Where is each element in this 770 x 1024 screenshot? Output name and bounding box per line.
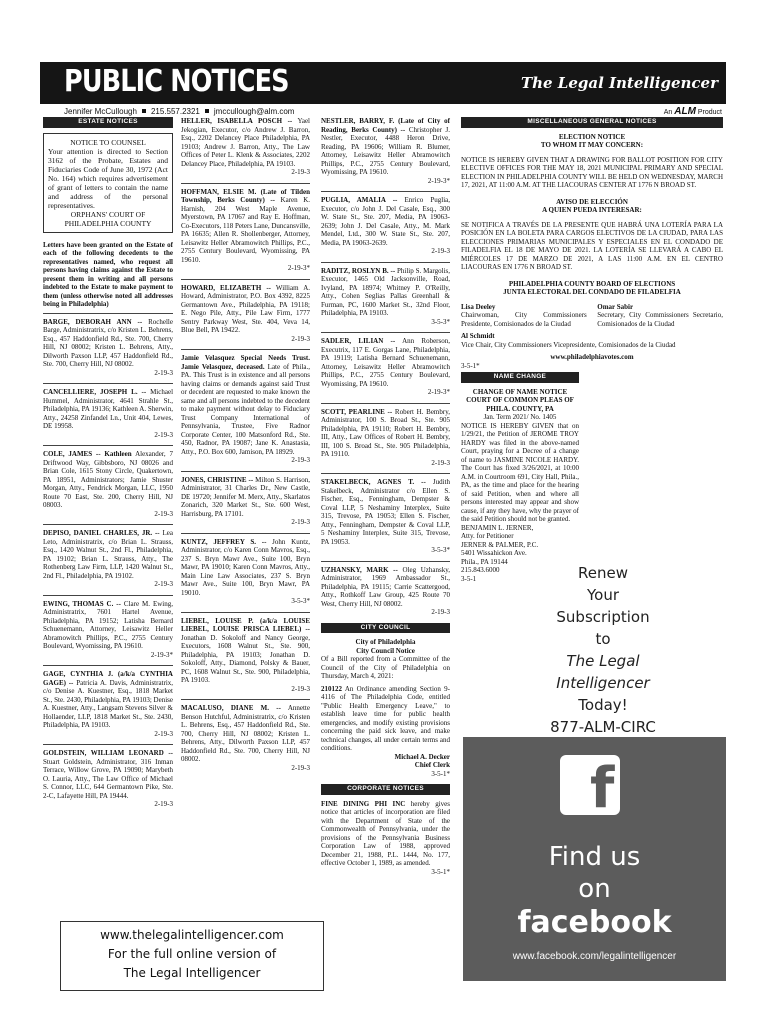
decedent-name: JONES, CHRISTINE -- <box>181 475 254 484</box>
notice-body: Oleg Uzhansky, Administrator, 1969 Ambassador St., Philadelphia, PA 19115; Carrie Scattergood, Atty., Rothkoff Law Group, 425 Route 70 West, Cherry Hill, NJ 08002. <box>321 565 451 608</box>
decedent-name: EWING, THOMAS C. -- <box>43 599 121 608</box>
notice-code: 2-19-3 <box>291 518 310 526</box>
notice-code: 3-5-3* <box>431 317 450 326</box>
estate-notice <box>181 476 310 527</box>
notice-body: Christopher J. Nestler, Executor, 4488 Heron Drive, Reading, PA 19606; William R. Blumer, Attorney, Leisawitz Heller Abramowitch Phillips, P.C., 2755 Century Boulevard, Wyomissing, PA 19610. <box>321 125 451 176</box>
notice-code: 2-19-3* <box>150 650 173 659</box>
election-notice: ELECTION NOTICE TO WHOM IT MAY CONCERN: NOTICE IS HEREBY GIVEN THAT A DRAWING FOR BALLOT POSITION FOR CITY ELECTIVE OFFICES FOR THE MAY 18, 2021 MUNICIPAL PRIMARY AND SPECIAL ELECTION IN PHILADELPHIA COUNTY WILL BE HELD ON WEDNESDAY, MARCH 17, 2021, AT 11:00 A.M. AT THE LIACOURAS CENTER AT 1776 N BROAD ST. AVISO DE ELECCIÓN A QUIEN PUEDA INTERESAR: SE NOTIFICA A TRAVÉS DE LA PRESENTE QUE HABRÁ UNA LOTERÍA PARA LA POSICIÓN EN LA BOLETA PARA CARGOS ELECTIVOS DE LA CIUDAD, PARA LAS ELECCIONES PRIMARIAS MUNICIPALES Y ESPECIALES EN EL CONDADO DE FILADELFIA EL 18 DE MAYO DE 2021. LA LOTERÍA SE LLEVARÁ A CABO EL MIÉRCOLES 17 DE MARZO DE 2021, A LAS 11:00 A.M. EN EL CENTRO LIACOURAS EN 1776 N BROAD ST. PHILADELPHIA COUNTY BOARD OF ELECTIONS JUNTA ELECTORAL DEL CONDADO DE FILADELFIA Lisa Deeley Chairwoman, City Commissioners Presidente, Comisionados de la Ciudad Omar Sabir Secretary, City Commissioners Secretario, Comisionados de la Ciudad Al Schmidt Vice Chair, City Commissioners Vicepresidente, Comisionados de la Ciudad www.philadelphiavotes.com 3-5-1* <box>461 132 723 370</box>
contact-name: Jennifer McCullough <box>64 107 137 116</box>
notice-body: Yael Jekogian, Executor, c/o Andrew J. Barron, Esq., 2202 Delancey Place Philadelphia, PA 19103; Andrew J. Barron, Atty., The Law Offices of Peter L. Klenk & Associates, 2202 Delancey Place, Philadelphia, PA 19103. <box>181 117 310 168</box>
notice-code: 3-5-3* <box>291 597 310 605</box>
decedent-name: Jamie Velasquez Special Needs Trust. Jamie Velasquez, deceased. <box>181 354 310 371</box>
decedent-name: HOFFMAN, ELSIE M. (Late of Tilden Township, Berks County) -- <box>181 187 310 204</box>
column-1 <box>43 117 173 815</box>
decedent-name: COLE, JAMES -- Kathleen <box>43 450 132 458</box>
notice-body: Patricia A. Davis, Administratrix, c/o Denise A. Kuestner, Esq., 1818 Market St., Ste. 2430, Philadelphia, PA 19103; Denise A. Kuestner, Atty., Langsam Stevens Silver & Hollaender, LLP, 1818 Market St., Ste. 2430, Philadelphia, PA 19103. <box>43 678 174 729</box>
notice-code: 2-19-3* <box>427 388 450 396</box>
estate-notice <box>321 566 450 617</box>
decedent-name: KUNTZ, JEFFREY S. -- <box>181 537 267 546</box>
city-council-notice: City of Philadelphia City Council Notice Of a Bill reported from a Committee of the Council of the City of Philadelphia on Thursday, March 4, 2021: 210122 An Ordinance amending Section 9-4116 of The Philadelphia Code, entitled "Public Health Emergency Leave," to establish leave time for public health emergencies, and modify existing provisions concerning the paid sick leave, and make technical changes, all under certain terms and conditions. Michael A. Decker Chief Clerk 3-5-1* <box>321 638 451 778</box>
decedent-name: RADITZ, ROSLYN B. -- <box>321 266 396 275</box>
estate-notice <box>43 600 173 660</box>
estate-notice <box>43 529 173 589</box>
notice-code: 2-19-3 <box>291 334 310 343</box>
divider <box>181 533 310 534</box>
divider <box>43 665 173 666</box>
section-header-name-change: NAME CHANGE <box>461 372 579 383</box>
brand-logo: The Legal Intelligencer <box>520 74 718 92</box>
facebook-icon: f <box>560 755 620 815</box>
estate-notice <box>321 117 450 185</box>
divider <box>43 445 173 446</box>
notice-body: John Kuntz, Administrator, c/o Karen Conn Mavros, Esq., 237 S. Bryn Mawr Ave., Suite 100, Bryn Mawr, PA 19010; Karen Conn Mavros, Atty., Main Line Law Associates, 237 S. Bryn Mawr Ave., Suite 100, Bryn Mawr, PA 19010. <box>181 537 310 597</box>
corporate-notice: FINE DINING PHI INC hereby gives notice that articles of incorporation are filed with the Department of State of the Commonwealth of Pennsylvania, under the provisions of the Pennsylvania Business Corporation Law of 1988, approved December 21, 1988, P.L. 1444, No. 177, effective October 1, 1989, as amended. 3-5-1* <box>321 799 450 876</box>
divider <box>181 612 310 613</box>
divider <box>43 313 173 314</box>
notice-list-col2 <box>181 117 310 772</box>
notice-body: Lea Leto, Administratrix, c/o Brian L. Strauss, Esq., 1420 Walnut St., 2nd Fl., Philadelphia, PA 19102; Brian L. Strauss, Atty., The Rothenberg Law Firm, LLP, 1420 Walnut St., 2nd Fl., Philadelphia, PA 19102. <box>43 529 173 580</box>
notice-code: 2-19-3 <box>154 729 173 738</box>
renew-subscription-ad[interactable]: Renew Your Subscription to The Legal Intelligencer Today! 877-ALM-CIRC <box>480 562 726 742</box>
estate-notice <box>321 337 450 397</box>
estate-notice <box>181 284 310 344</box>
estate-notice <box>43 749 173 809</box>
section-header-corporate: CORPORATE NOTICES <box>321 784 450 795</box>
alm-product: An ALM Product <box>663 106 722 117</box>
election-url[interactable]: www.philadelphiavotes.com <box>550 353 634 361</box>
notice-body: Late of Phila., PA. This Trust is in existence and all persons having claims or demands against said Trust or decedent are requested to make known the same and all persons indebted to the decedent to make payment without delay to Fiduciary Trust Company International of Pennsylvania, Trustee, Five Radnor Corporate Center, 100 Matsonford Rd., Ste. 450, Radnor, PA 19087; Jane K. Anastasia, Atty., P.O. Box 600, Jamison, PA 18929. <box>181 362 311 456</box>
estate-notice <box>43 670 173 738</box>
decedent-name: CANCELLIERE, JOSEPH L. -- <box>43 388 147 396</box>
notice-body: Michael Hummel, Administrator, 4641 Strahle St., Philadelphia, PA 19136; Kathleen A. Sherwin, Atty., 24258 Zinfandel Ln., Unit 404, Lewes, DE 19958. <box>43 388 174 430</box>
divider <box>43 383 173 384</box>
decedent-name: NESTLER, BARRY, F. (Late of City of Reading, Berks County) -- <box>321 117 450 134</box>
divider <box>43 744 173 745</box>
notice-code: 2-19-3 <box>431 247 450 255</box>
notice-code: 2-19-3 <box>154 368 173 377</box>
section-header-estate: ESTATE NOTICES <box>43 117 173 128</box>
notice-to-counsel: NOTICE TO COUNSEL Your attention is directed to Section 3162 of the Probate, Estates and Fiduciaries Code of June 30, 1972 (Act No. 164) which requires advertisement of grant of letters to contain the name and address of the personal representatives. ORPHANS' COURT OF PHILADELPHIA COUNTY <box>43 133 173 233</box>
decedent-name: DEPISO, DANIEL CHARLES, JR. -- <box>43 529 160 537</box>
estate-notice <box>181 704 310 772</box>
notice-code: 2-19-3 <box>431 608 450 616</box>
estate-notice <box>181 188 310 273</box>
notice-code: 2-19-3 <box>291 168 310 176</box>
notice-body: William A. Howard, Administrator, P.O. Box 4392, 8225 Germantown Ave., Philadelphia, PA 19118; E. Nego Pile, Atty., Pile Law Firm, 1777 Sentry Parkway West, Ste. 404, Veva 14, Blue Bell, PA 19422. <box>181 283 310 334</box>
notice-list-col1 <box>43 318 173 809</box>
estate-notice <box>43 318 173 378</box>
divider <box>43 595 173 596</box>
column-2 <box>181 117 310 778</box>
estate-notice <box>43 388 173 439</box>
decedent-name: MACALUSO, DIANE M. -- <box>181 704 281 712</box>
estate-notice <box>181 354 310 465</box>
estate-notice <box>181 617 310 694</box>
notice-body: Enrico Puglia, Executor, c/o John J. Del Casale, Esq., 300 W. State St., Ste. 207, Media, PA 19063-2639; John J. Del Casale, Atty., M. Mark Mendel, Ltd., 300 W. State St., Ste. 207, Media, PA 19063-2639. <box>321 196 450 247</box>
decedent-name: GAGE, CYNTHIA J. (a/k/a CYNTHIA GAGE) -- <box>43 670 173 687</box>
page <box>40 40 726 990</box>
decedent-name: STAKELBECK, AGNES T. -- <box>321 478 426 486</box>
facebook-url[interactable]: www.facebook.com/legalintelligencer <box>512 951 677 962</box>
decedent-name: HELLER, ISABELLA POSCH -- <box>181 117 293 125</box>
notice-body: Ann Roberson, Executrix, 117 E. Gorgas Lane, Philadelphia, PA 19119; Latisha Bernard Schuenemann, Attorney, Leisawitz Heller Abramowitch Phillips, P.C., 2755 Century Boulevard, Wyomissing, PA 19610. <box>321 337 450 388</box>
divider <box>181 183 310 184</box>
divider <box>321 403 450 404</box>
divider <box>181 279 310 280</box>
divider <box>321 561 450 562</box>
decedent-name: SADLER, LILIAN -- <box>321 337 396 345</box>
contact-email: jmccullough@alm.com <box>213 107 295 116</box>
divider <box>43 524 173 525</box>
column-4 <box>461 117 723 583</box>
notice-body: Milton S. Harrison, Administrator, 31 Charles Dr., New Castle, DE 19720; Jennifer M. Merx, Atty., Skarlatos Zonarich, 320 Market St., Ste. 600 West, Harrisburg, PA 17101. <box>181 475 311 518</box>
contact-phone: 215.557.2321 <box>150 107 200 116</box>
facebook-ad[interactable]: f Find us on facebook www.facebook.com/legalintelligencer <box>463 737 726 981</box>
decedent-name: BARGE, DEBORAH ANN -- <box>43 317 143 326</box>
notice-body: Judith Stakelbeck, Administrator c/o Ellen S. Fischer, Esq., Fenningham, Dempster & Coval LLP, 5 Neshaminy Interplex, Suite 315, Trevose, PA 19053; Ellen S. Fischer, Atty., Fenningham, Dempster & Coval LLP, 5 Neshaminy Interplex, Suite 315, Trevose, PA 19053. <box>321 478 450 546</box>
notice-list-col3 <box>321 117 450 617</box>
notice-code: 2-19-3 <box>154 800 173 808</box>
estate-notice <box>43 450 173 518</box>
divider <box>181 471 310 472</box>
website-ad[interactable]: www.thelegalintelligencer.com For the full online version of The Legal Intelligencer <box>60 921 324 991</box>
divider <box>321 262 450 263</box>
decedent-name: LIEBEL, LOUISE P. (a/k/a LOUISE LIEBEL, LOUISE PRISCA LIEBEL) -- <box>181 616 310 633</box>
divider <box>321 332 450 333</box>
notice-body: Philip S. Margolis, Executor, 1465 Old Jacksonville, Road, Ivyland, PA 18974; Whitney P. O'Reilly, Atty., Cohen Seglias Pallas Greenhall & Furman, PC, 1600 Market St., 32nd Floor, Philadelphia, PA 19103. <box>321 266 450 317</box>
divider <box>321 191 450 192</box>
notice-body: Karen K. Harnish, 204 West Maple Avenue, Myerstown, PA 17067 and Ray E. Hoffman, Co-Executors, 118 Peters Lane, Duncansville, PA 16635; Allen R. Shollenberger, Attorney, Leisawitz Heller Abramowitch Phillips, P.C., 2755 Century Boulevard, Wyomissing, PA 19610. <box>181 196 311 264</box>
notice-body: Robert H. Bembry, Administrator, 100 S. Broad St., Ste. 905 Philadelphia, PA 19110; Robert H. Bembry, III, Atty., Law Offices of Robert H. Bembry, III, 100 S. Broad St., Ste. 905 Philadelphia, PA 19110. <box>321 407 451 458</box>
notice-code: 2-19-3 <box>431 458 450 467</box>
estate-notice <box>181 538 310 606</box>
notice-code: 2-19-3* <box>287 264 310 272</box>
column-3 <box>321 117 450 882</box>
notice-code: 2-19-3 <box>291 763 310 772</box>
notice-code: 2-19-3 <box>154 580 173 588</box>
estate-notice <box>181 117 310 177</box>
decedent-name: SCOTT, PEARLINE -- <box>321 407 393 416</box>
notice-code: 3-5-3* <box>431 546 450 554</box>
notice-code: 2-19-3 <box>291 684 310 693</box>
decedent-name: UZHANSKY, MARK -- <box>321 565 398 574</box>
estate-notice <box>321 196 450 256</box>
masthead <box>40 62 726 104</box>
notice-body: Alexander, 7 Driftwood Way, Gibbsboro, NJ 08026 and Brian Cole, 1615 Stony Circle, Quakertown, PA 18951, Administrators; Jamie Shuster Morgan, Atty., Fendrick Morgan, LLC, 1950 Route 70 East, Ste. 200, Cherry Hill, NJ 08003. <box>43 450 173 509</box>
divider <box>321 473 450 474</box>
divider <box>181 349 310 350</box>
estate-notice <box>321 408 450 468</box>
contact-bar <box>64 107 294 116</box>
page-title: PUBLIC NOTICES <box>64 64 289 99</box>
estate-notice <box>321 267 450 327</box>
divider <box>181 699 310 700</box>
notice-code: 2-19-3 <box>154 430 173 439</box>
alm-logo: ALM <box>674 106 696 117</box>
section-header-city-council: CITY COUNCIL <box>321 623 450 634</box>
estate-intro: Letters have been granted on the Estate of each of the following decedents to the representatives named, who request all persons having claims against the Estate to present them in writing and all persons indebted to the Estate to make payment to them (unless otherwise noted all addresses being in Philadelphia) <box>43 240 173 308</box>
decedent-name: PUGLIA, AMALIA -- <box>321 196 398 204</box>
subscription-phone[interactable]: 877-ALM-CIRC <box>550 718 656 736</box>
notice-body: Annette Benson Hutchful, Administratrix, c/o Kristen L. Behrens, Esq., 457 Haddonfield Rd., Ste. 700, Cherry Hill, NJ 08002; Kristen L. Behrens, Atty., Dilworth Paxson LLP, 457 Haddonfield Rd., Ste. 700, Cherry Hill, NJ 08002. <box>181 704 310 763</box>
name-change-notice: CHANGE OF NAME NOTICE COURT OF COMMON PLEAS OF PHILA. COUNTY, PA Jan. Term 2021/ No. 1405 NOTICE IS HEREBY GIVEN that on 1/29/21, the Petition of JEROME TROY HARDY was filed in the above-named Court, praying for a Decree of a change of name to JASMINE NICOLE HARDY. The Court has fixed 3/26/2021, at 10:00 A.M. in Courtroom 691, City Hall, Phila., PA, as the time and place for the hearing of said Petition, when and where all persons interested may appear and show cause, if any they have, why the prayer of the said Petition should not be granted. BENJAMIN L. JERNER, Atty. for Petitioner JERNER & PALMER, P.C. 5401 Wissahickon Ave. Phila., PA 19144 215.843.6000 3-5-1 <box>461 387 579 583</box>
notice-body: Jonathan D. Sokoloff and Nancy George, Executors, 1608 Walnut St., Ste. 900, Philadelphia, PA 19103; Jonathan D. Sokoloff, Atty., Diamond, Polsky & Bauer, PC, 1608 Walnut St., Ste. 900, Philadelphia, PA 19103. <box>181 633 310 684</box>
estate-notice <box>321 478 450 555</box>
notice-body: Stuart Goldstein, Administrator, 316 Inman Terrace, Willow Grove, PA 19090; Marybeth O. Lauria, Atty., The Law Office of Michael S. Connor, LLC, 644 Germantown Pike, Ste. 2-C, Lafayette Hill, PA 19444. <box>43 757 173 800</box>
website-url[interactable]: www.thelegalintelligencer.com <box>100 928 284 942</box>
section-header-misc: MISCELLANEOUS GENERAL NOTICES <box>461 117 723 128</box>
notice-body: Clare M. Ewing, Administratrix, 7601 Hartel Avenue, Philadelphia, PA 19152; Latisha Bernard Schuenemann, Attorney, Leisawitz Heller Abramowitch Phillips, P.C., 2755 Century Boulevard, Wyomissing, PA 19610. <box>43 599 173 650</box>
notice-body: Rochelle Barge, Administratrix, c/o Kristen L. Behrens, Esq., 457 Haddonfield Rd., Ste. 700, Cherry Hill, NJ 08002; Kristen L. Behrens, Atty., Dilworth Paxson LLP, 457 Haddonfield Rd., Ste. 700, Cherry Hill, NJ 08002. <box>43 317 173 368</box>
decedent-name: GOLDSTEIN, WILLIAM LEONARD -- <box>43 749 173 757</box>
notice-code: 2-19-3 <box>154 509 173 518</box>
decedent-name: HOWARD, ELIZABETH -- <box>181 283 271 292</box>
notice-code: 2-19-3 <box>291 456 310 464</box>
notice-code: 2-19-3* <box>427 176 450 185</box>
